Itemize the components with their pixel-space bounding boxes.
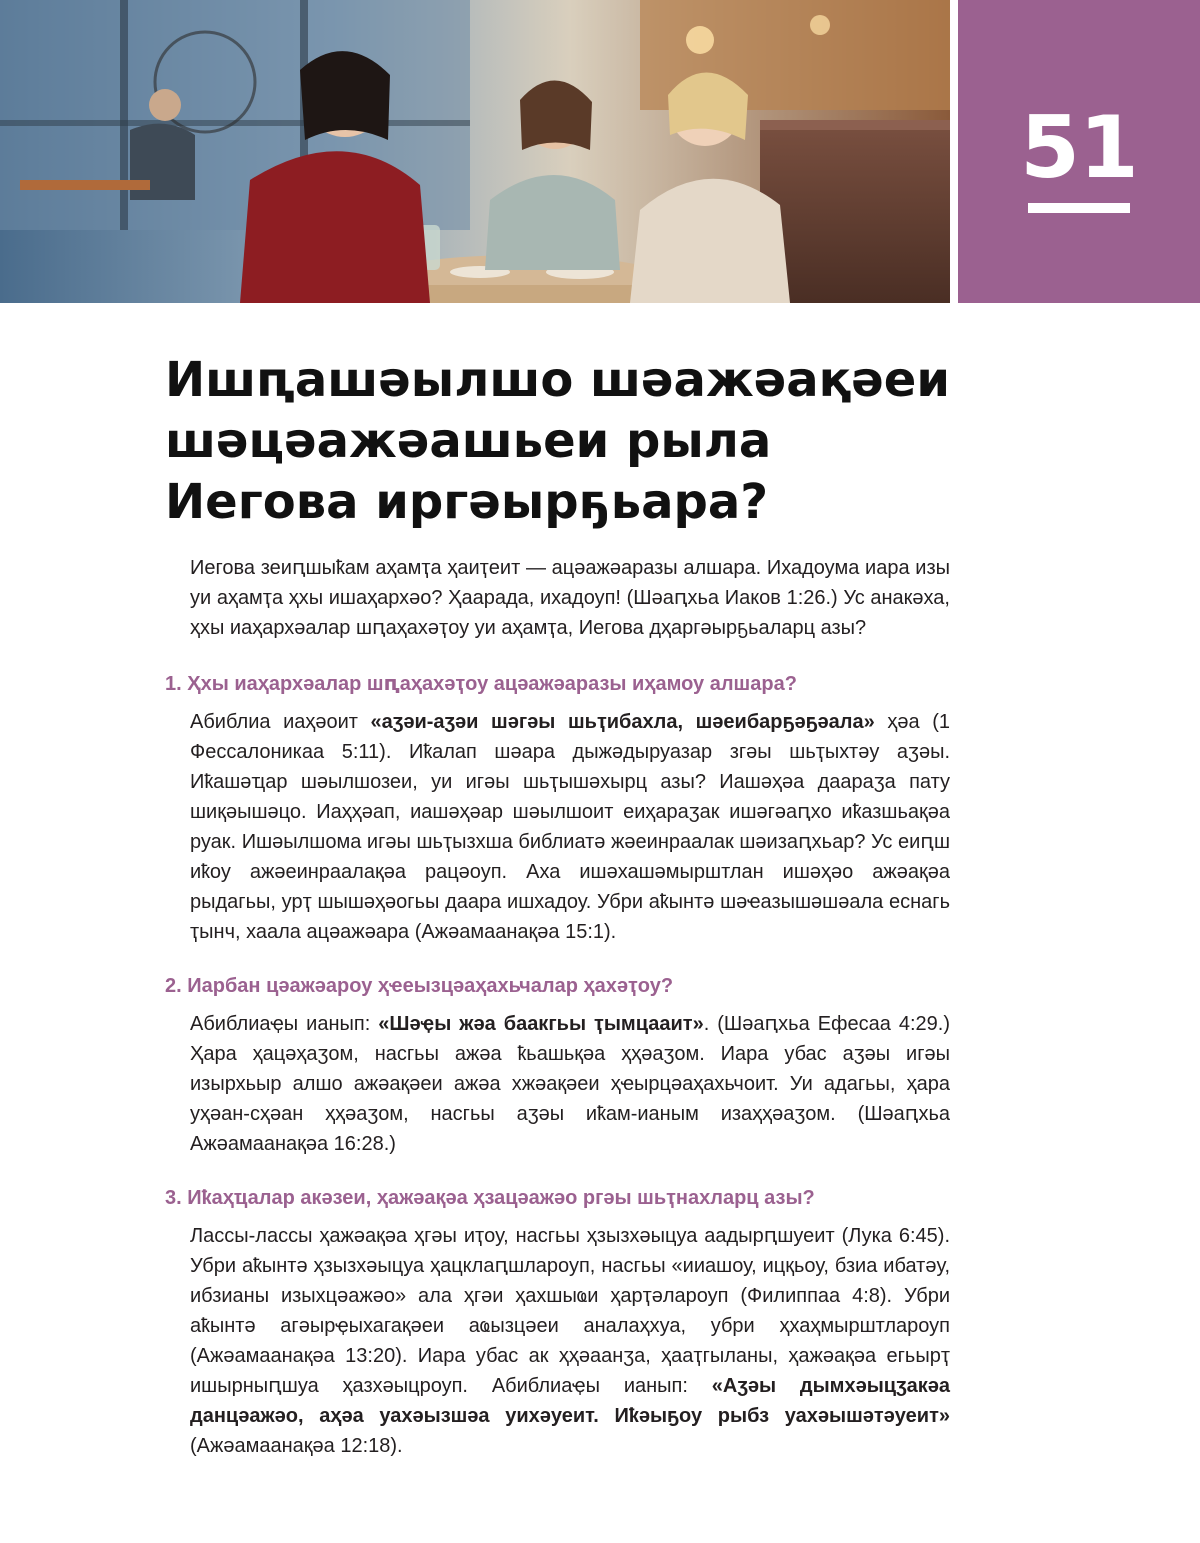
answer-text: Абиблиа иаҳәоит (190, 711, 371, 733)
answer-text: (Ажәамаанақәа 12:18). (190, 1435, 403, 1457)
section-question: 2. Иарбан цәажәароу ҳҽеызцәаҳахьчалар ҳахәҭоу? (165, 975, 674, 997)
chapter-number: 51 (1020, 98, 1138, 198)
section-answer (190, 1221, 950, 1461)
section-answer (190, 707, 950, 947)
answer-text: . (Шәаԥхьа Ефесаа 4:29.) Ҳара ҳацәҳаӡом, насгьы ажәа ҟьашьқәа ҳҳәаӡом. Иара убас аӡәы игәы изырхьыр алшо ажәақәеи ажәа хжәақәеи ҳҽырцәаҳахьчоит. Уи адагьы, ҳара уҳәан-сҳәан ҳҳәаӡом, насгьы аӡәы иҟам-ианым изаҳҳәаӡом. (Шәаԥхьа Ажәамаанақәа 16:28.) (190, 1013, 950, 1155)
title-line: Ишԥашәылшо шәажәақәеи (165, 352, 950, 408)
answer-text: Абиблиаҿы ианып: (190, 1013, 379, 1035)
scripture-quote: «Шәҿы жәа баакгьы ҭымцааит» (378, 1013, 704, 1035)
intro-paragraph: Иегова зеиԥшыҟам аҳамҭа ҳаиҭеит — ацәажәаразы алшара. Ихадоума иара изы уи аҳамҭа ҳхы ишаҳархәо? Ҳаарада, ихадоуп! (Шәаԥхьа Иаков 1:26.) Ус анакәха, ҳхы иаҳархәалар шԥаҳахәҭоу уи аҳамҭа, Иегова дҳаргәырҕьаларц азы? (190, 557, 950, 639)
scripture-quote: «аӡәи-аӡәи шәгәы шьҭибахла, шәеибарҕәҕәала» (370, 711, 875, 733)
section-answer (190, 1009, 950, 1159)
title-line: шәцәажәашьеи рыла (165, 413, 772, 469)
cafe-photo (0, 0, 950, 303)
title-line: Иегова иргәырҕьара? (165, 474, 769, 530)
chapter-number-underline (1028, 203, 1130, 213)
chapter-number-box (958, 0, 1200, 303)
scripture-quote: «Аӡәы дымхәыцӡакәа данцәажәо, аҳәа уахәызшәа уихәуеит. Иҟәыҕоу рыбз уахәышәтәуеит» (190, 1375, 951, 1427)
page-content (0, 553, 1200, 1485)
section-question: 1. Ҳхы иаҳархәалар шԥаҳахәҭоу ацәажәаразы иҳамоу алшара? (165, 673, 797, 695)
answer-text: ҳәа (1 Фессалоникаа 5:11). Иҟалап шәара дыжәдыруазар згәы шьҭыхтәу аӡәы. Иҟашәҵар шәылшозеи, уи игәы шьҭышәхырц азы? Иашәҳәа даараӡа пату шиқәышәцо. Иаҳҳәап, иашәҳәар шәылшоит еиҳараӡак ишәгәаԥхо иҟазшьақәа руак. Ишәылшома игәы шьҭызхша библиатә жәеинраалак шәизаԥхьар? Ус еиԥш иҟоу ажәеинраалақәа рацәоуп. Аха ишәхашәмырштлан ишәҳәо ажәақәа рыдагьы, урҭ шышәҳәогьы даара ишхадоу. Убри аҟынтә шәҽазышәшәала еснагь ҭынч, хаала ацәажәара (Ажәамаанақәа 15:1). (190, 711, 950, 943)
section-question: 3. Иҟаҳҵалар акәзеи, ҳажәақәа ҳзацәажәо ргәы шьҭнахларц азы? (165, 1187, 815, 1209)
answer-text: Лассы-лассы ҳажәақәа ҳгәы иҭоу, насгьы ҳзызхәыцуа аадырԥшуеит (Лука 6:45). Убри аҟынтә ҳзызхәыцуа ҳацклаԥшлароуп, насгьы «ииашоу, ицқьоу, бзиа ибатәу, ибзианы изыхцәажәо» ала ҳгәи ҳахшыҩи ҳарҭәлароуп (Филиппаа 4:8). Убри аҟынтә агәырҿыхагақәеи аҩызцәеи аналаҳхуа, убри ҳхаҳмырштлароуп (Ажәамаанақәа 13:20). Иара убас ак ҳҳәаанӡа, ҳааҭгыланы, ҳажәақәа егьырҭ ишырныԥшуа ҳазхәыцроуп. Абиблиаҿы ианып: (190, 1225, 950, 1397)
page-title (165, 350, 955, 533)
